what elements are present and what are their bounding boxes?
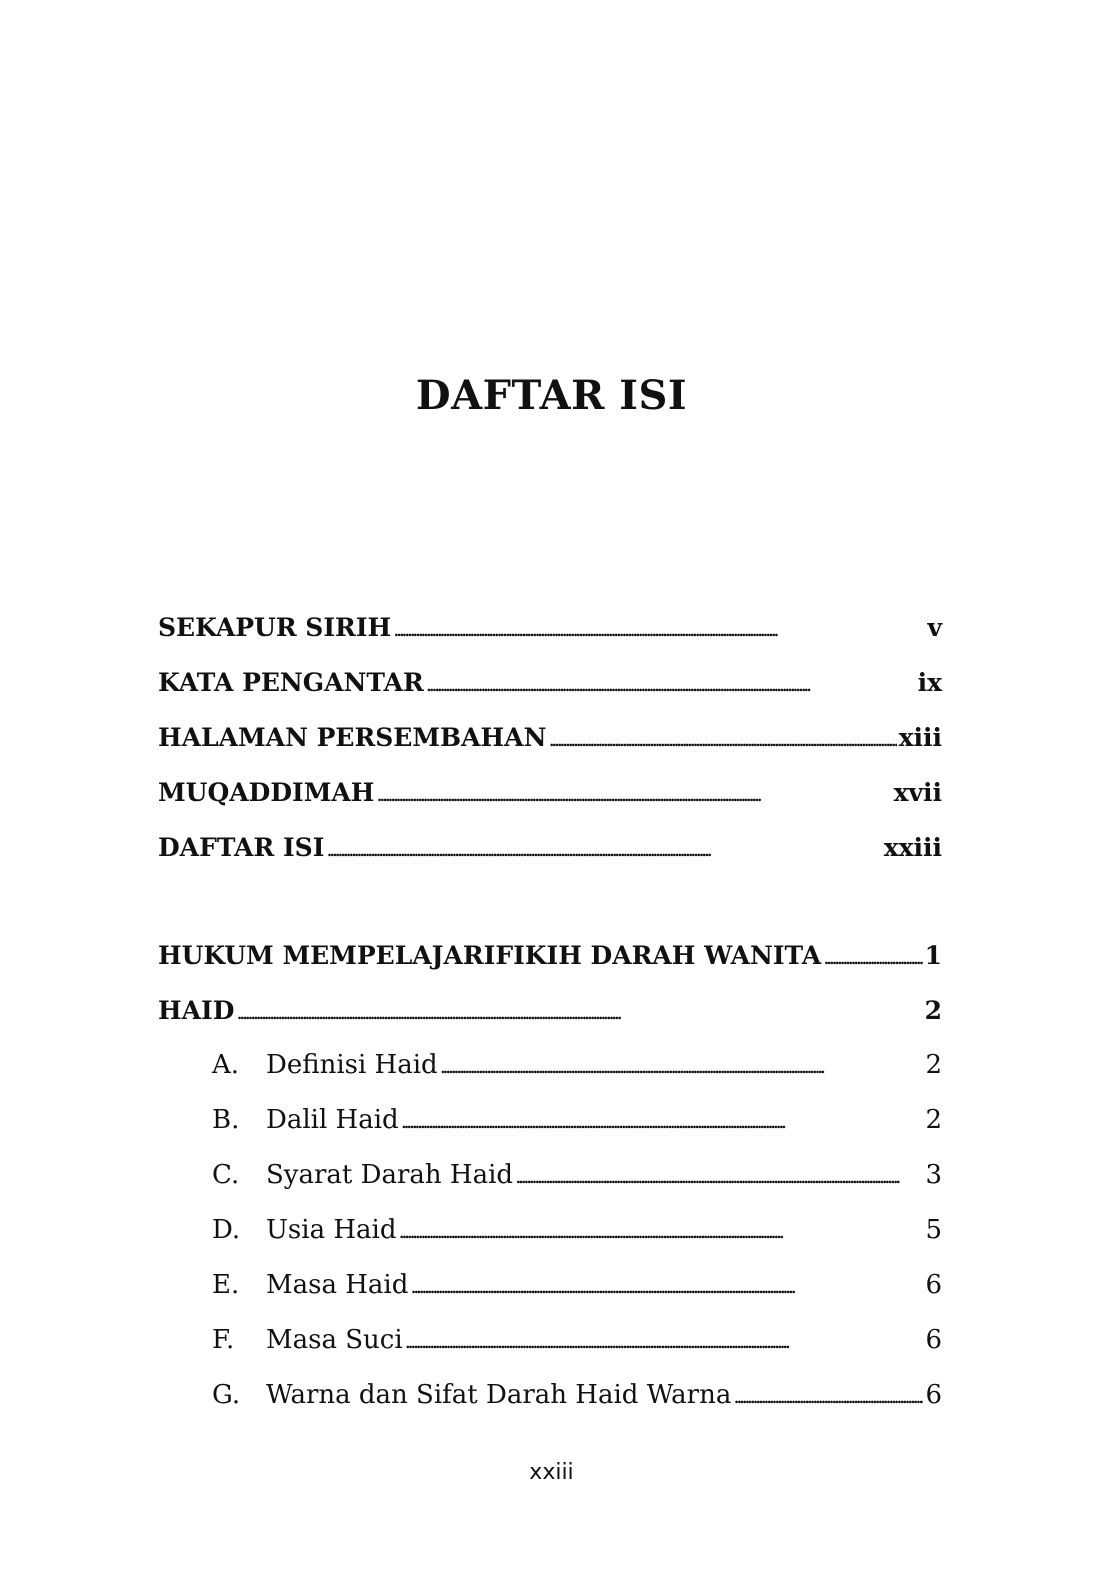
toc-subentry-page: 5 bbox=[925, 1215, 942, 1245]
toc-entry-label: HALAMAN PERSEMBAHAN bbox=[158, 723, 547, 752]
page-number: xxiii bbox=[529, 1460, 574, 1485]
page-title: DAFTAR ISI bbox=[415, 372, 688, 419]
toc-subentry-label: Dalil Haid bbox=[266, 1105, 399, 1135]
toc-subentry-page: 2 bbox=[925, 1050, 942, 1080]
toc-subentry[interactable] bbox=[158, 1093, 942, 1148]
toc-leader-dots bbox=[398, 1203, 923, 1259]
toc-leader-dots bbox=[733, 1368, 923, 1424]
toc-leader-dots bbox=[326, 820, 881, 877]
toc-entry-page: xvii bbox=[893, 778, 942, 807]
toc-subentry-label: Syarat Darah Haid bbox=[266, 1160, 514, 1190]
toc-subentry-label: Masa Suci bbox=[266, 1325, 403, 1355]
toc-subentry[interactable] bbox=[158, 1203, 942, 1258]
toc-subentry-letter: D. bbox=[212, 1215, 241, 1245]
toc-entry[interactable] bbox=[158, 600, 942, 655]
toc-leader-dots bbox=[376, 765, 891, 822]
toc-entry[interactable] bbox=[158, 655, 942, 710]
toc-subentry-letter: F. bbox=[212, 1325, 235, 1355]
toc-subentry-label: Warna dan Sifat Darah Haid Warna bbox=[266, 1380, 732, 1410]
toc-entry-page: 2 bbox=[924, 996, 942, 1025]
toc-entry-label: DAFTAR ISI bbox=[158, 833, 325, 862]
toc-leader-dots bbox=[426, 655, 916, 712]
toc-subentry-label: Usia Haid bbox=[266, 1215, 397, 1245]
toc-entry-label: MUQADDIMAH bbox=[158, 778, 375, 807]
toc-subentry-letter: A. bbox=[212, 1050, 240, 1080]
toc-entry[interactable] bbox=[158, 983, 942, 1038]
toc-entry-label: HUKUM MEMPELAJARIFIKIH DARAH WANITA bbox=[158, 941, 822, 970]
toc-subentry-page: 6 bbox=[925, 1380, 942, 1410]
toc-entry[interactable] bbox=[158, 710, 942, 765]
toc-entry-page: v bbox=[927, 613, 942, 642]
toc-entry-page: 1 bbox=[924, 941, 942, 970]
toc-entry-label: KATA PENGANTAR bbox=[158, 668, 424, 697]
toc-entry[interactable] bbox=[158, 820, 942, 875]
toc-entry[interactable] bbox=[158, 928, 942, 983]
toc-subentry[interactable] bbox=[158, 1258, 942, 1313]
toc-subentry-page: 2 bbox=[925, 1105, 942, 1135]
toc-subentry-letter: B. bbox=[212, 1105, 240, 1135]
toc-entry[interactable] bbox=[158, 765, 942, 820]
toc-subentry-label: Definisi Haid bbox=[266, 1050, 438, 1080]
toc-leader-dots bbox=[405, 1313, 924, 1369]
toc-leader-dots bbox=[548, 710, 896, 767]
toc-subentry-page: 6 bbox=[925, 1270, 942, 1300]
toc-subentry[interactable] bbox=[158, 1368, 942, 1423]
toc-subentry[interactable] bbox=[158, 1313, 942, 1368]
toc-leader-dots bbox=[236, 983, 922, 1040]
toc-subentry[interactable] bbox=[158, 1038, 942, 1093]
toc-leader-dots bbox=[401, 1093, 924, 1149]
toc-leader-dots bbox=[823, 928, 922, 985]
toc-main-content bbox=[158, 928, 942, 1423]
toc-subentry-page: 3 bbox=[925, 1160, 942, 1190]
toc-entry-page: xiii bbox=[898, 723, 942, 752]
toc-subentry-label: Masa Haid bbox=[266, 1270, 409, 1300]
toc-leader-dots bbox=[440, 1038, 924, 1094]
toc-subentry[interactable] bbox=[158, 1148, 942, 1203]
toc-entry-page: xxiii bbox=[883, 833, 942, 862]
toc-subentry-letter: E. bbox=[212, 1270, 240, 1300]
toc-leader-dots bbox=[393, 600, 925, 657]
toc-leader-dots bbox=[515, 1148, 923, 1204]
toc-entry-label: SEKAPUR SIRIH bbox=[158, 613, 392, 642]
toc-entry-page: ix bbox=[917, 668, 942, 697]
toc-subentry-letter: G. bbox=[212, 1380, 241, 1410]
toc-subentry-page: 6 bbox=[925, 1325, 942, 1355]
toc-subentry-letter: C. bbox=[212, 1160, 240, 1190]
toc-entry-label: HAID bbox=[158, 996, 235, 1025]
toc-front-matter bbox=[158, 600, 942, 875]
toc-leader-dots bbox=[410, 1258, 923, 1314]
